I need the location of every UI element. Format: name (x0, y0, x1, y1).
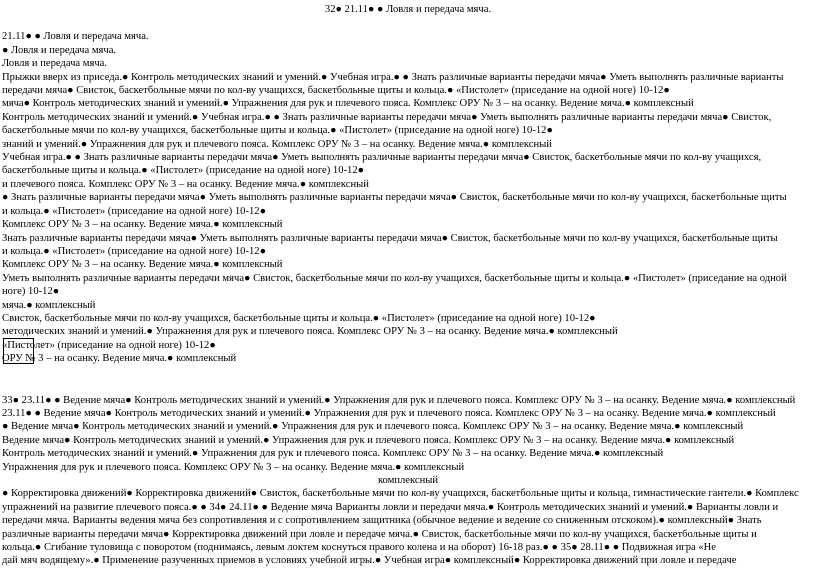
text-line: ● Ловля и передача мяча. (2, 44, 117, 56)
text-line: Учебная игра.● ● Знать различные варианты передачи мяча● Уметь выполнять различные варианты передачи мяча● Свисток, баскетбольные мячи по кол-ву учащихся, (2, 152, 762, 164)
text-line: ● Ведение мяча● Контроль методических знаний и умений.● Упражнения для рук и плечевого пояса. Комплекс ОРУ № 3 – на осанку. Ведение мяча.● комплексный (2, 421, 744, 433)
text-line: и кольца.● «Пистолет» (приседание на одной ноге) 10-12● (2, 205, 266, 217)
text-line: Контроль методических знаний и умений.● Упражнения для рук и плечевого пояса. Комплекс ОРУ № 3 – на осанку. Ведение мяча.● комплексный (2, 448, 664, 460)
empty-table-cell (3, 338, 34, 364)
text-line: ● Корректировка движений● Корректировка движений● Свисток, баскетбольные мячи по кол-ву учащихся, баскетбольные щиты и кольца, гимнастические гантели.● Комплекс (2, 488, 799, 500)
text-line: Ловля и передача мяча. (2, 58, 108, 70)
text-line: Ведение мяча● Контроль методических знаний и умений.● Упражнения для рук и плечевого пояса. Комплекс ОРУ № 3 – на осанку. Ведение мяча.● комплексный (2, 434, 735, 446)
text-block-1 (2, 30, 814, 365)
text-line: Упражнения для рук и плечевого пояса. Комплекс ОРУ № 3 – на осанку. Ведение мяча.● комплексный (2, 461, 465, 473)
text-line: баскетбольные щиты и кольца.● «Пистолет» (приседание на одной ноге) 10-12● (2, 165, 365, 177)
text-line: упражнений на развитие плечевого пояса.● ● 34● 24.11● ● Ведение мяча Варианты ловли и передачи мяча.● Контроль методических знаний и умений.● Варианты ловли и (2, 501, 779, 513)
text-line: «Пистолет» (приседание на одной ноге) 10-12● (2, 339, 216, 351)
text-line: передачи мяча● Свисток, баскетбольные мячи по кол-ву учащихся, баскетбольные щиты и кольца.● «Пистолет» (приседание на одной ноге) 10-12● (2, 85, 670, 97)
text-line: и плечевого пояса. Комплекс ОРУ № 3 – на осанку. Ведение мяча.● комплексный (2, 178, 369, 190)
text-line: Контроль методических знаний и умений.● Учебная игра.● ● Знать различные варианты передачи мяча● Уметь выполнять различные варианты передачи мяча● Свисток, (2, 111, 772, 123)
text-line: знаний и умений.● Упражнения для рук и плечевого пояса. Комплекс ОРУ № 3 – на осанку. Ведение мяча.● комплексный (2, 138, 552, 150)
text-line: ноге) 10-12● (2, 286, 60, 298)
text-line: методических знаний и умений.● Упражнения для рук и плечевого пояса. Комплекс ОРУ № 3 – на осанку. Ведение мяча.● комплексный (2, 326, 618, 338)
text-line: Прыжки вверх из приседа.● Контроль методических знаний и умений.● Учебная игра.● ● Знать различные варианты передачи мяча● Уметь выполнять различные варианты (2, 71, 784, 83)
text-line: мяча● Контроль методических знаний и умений.● Упражнения для рук и плечевого пояса. Комплекс ОРУ № 3 – на осанку. Ведение мяча.● комплексный (2, 98, 694, 110)
centered-label: комплексный (377, 475, 439, 486)
text-block-2 (2, 394, 814, 488)
text-line: кольца.● Сгибание туловища с поворотом (поднимаясь, левым локтем коснуться правого колена и на оборот) 16-18 раз.● ● 35● 28.11● ● Подвижная игра «Не (2, 542, 717, 554)
lesson-heading: 32● 21.11● ● Ловля и передача мяча. (324, 4, 492, 15)
text-line: и кольца.● «Пистолет» (приседание на одной ноге) 10-12● (2, 245, 266, 257)
text-line: дай мяч водящему».● Применение разученных приемов в условиях учебной игры.● Учебная игра● комплексный● Корректировка движений при ловле и передаче (2, 555, 737, 567)
spacer (2, 16, 814, 30)
text-line: баскетбольные мячи по кол-ву учащихся, баскетбольные щиты и кольца.● «Пистолет» (приседание на одной ноге) 10-12● (2, 125, 553, 137)
spacer (2, 366, 814, 394)
document-page (2, 3, 814, 568)
text-line: 21.11● ● Ловля и передача мяча. (2, 31, 149, 43)
text-line: 23.11● ● Ведение мяча● Контроль методических знаний и умений.● Упражнения для рук и плечевого пояса. Комплекс ОРУ № 3 – на осанку. Ведение мяча.● комплексный (2, 407, 776, 419)
text-line: различные варианты передачи мяча● Корректировка движений при ловле и передаче мяча.● Свисток, баскетбольные мячи по кол-ву учащихся, баскетбольные щиты и (2, 528, 757, 540)
text-line: Комплекс ОРУ № 3 – на осанку. Ведение мяча.● комплексный (2, 259, 283, 271)
text-line: мяча.● комплексный (2, 299, 96, 311)
text-line: Свисток, баскетбольные мячи по кол-ву учащихся, баскетбольные щиты и кольца.● «Пистолет» (приседание на одной ноге) 10-12● (2, 312, 596, 324)
text-block-3 (2, 487, 814, 567)
text-line: Знать различные варианты передачи мяча● Уметь выполнять различные варианты передачи мяча● Свисток, баскетбольные мячи по кол-ву учащихся, баскетбольные щиты (2, 232, 778, 244)
text-line: Уметь выполнять различные варианты передачи мяча● Свисток, баскетбольные мячи по кол-ву учащихся, баскетбольные щиты и кольца.● «Пистолет» (приседание на одной (2, 272, 787, 284)
text-line: ● Знать различные варианты передачи мяча● Уметь выполнять различные варианты передачи мяча● Свисток, баскетбольные мячи по кол-ву учащихся, баскетбольные щиты (2, 192, 787, 204)
text-line: 33● 23.11● ● Ведение мяча● Контроль методических знаний и умений.● Упражнения для рук и плечевого пояса. Комплекс ОРУ № 3 – на осанку. Ведение мяча.● комплексный (2, 394, 796, 406)
text-line: ОРУ № 3 – на осанку. Ведение мяча.● комплексный (2, 353, 237, 365)
text-line: Комплекс ОРУ № 3 – на осанку. Ведение мяча.● комплексный (2, 219, 283, 231)
text-line: передачи мяча. Варианты ведения мяча без сопротивления и с сопротивлением защитника (обычное ведение и ведение со сниженным отскоком).● комплексный● Знать (2, 515, 762, 527)
